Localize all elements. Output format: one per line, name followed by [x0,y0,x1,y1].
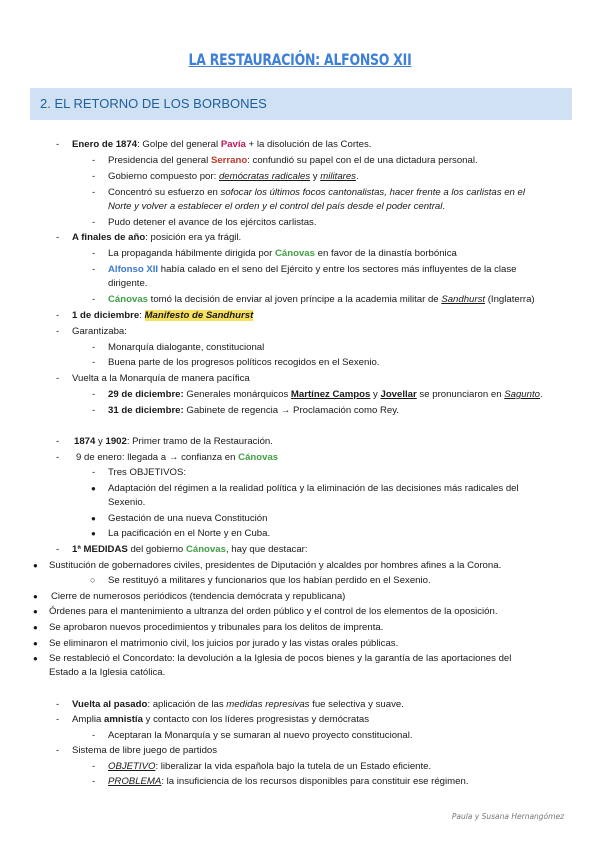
dash-marker: - [92,405,96,416]
list-item: 1ª MEDIDAS del gobierno Cánovas, hay que destacar: [72,544,308,555]
list-item: Sistema de libre juego de partidos [72,745,218,756]
list-item: Amplia amnistía y contacto con los líderes progresistas y demócratas [72,714,370,725]
bullet-marker: ● [33,654,38,663]
list-item-continuation: Estado a la Iglesia católica. [49,667,166,678]
list-item: Monarquía dialogante, constitucional [108,342,265,353]
list-item: 9 de enero: llegada a → confianza en Cánovas [76,452,279,463]
dash-marker: - [56,139,60,150]
dash-marker: - [92,217,96,228]
dash-marker: - [56,452,60,463]
list-item: Sustitución de gobernadores civiles, presidentes de Diputación y alcaldes por hombres afines a la Corona. [49,560,502,571]
circle-marker: ○ [90,575,96,585]
list-item: 1 de diciembre: Manifesto de Sandhurst [72,310,254,321]
dash-marker: - [56,326,60,337]
bullet-marker: ● [33,639,38,648]
list-item: Garantizaba: [72,326,127,337]
section-heading-bar [30,88,572,120]
list-item: Adaptación del régimen a la realidad política y la eliminación de las decisiones más radicales del [108,483,519,494]
bullet-marker: ● [33,592,38,601]
list-item: Buena parte de los progresos políticos recogidos en el Sexenio. [108,357,380,368]
list-item: Gestación de una nueva Constitución [108,513,268,524]
list-item-continuation: Sexenio. [108,497,146,508]
dash-marker: - [92,248,96,259]
list-item: Presidencia del general Serrano: confundió su papel con el de una dictadura personal. [108,155,478,166]
list-item: Pudo detener el avance de los ejércitos carlistas. [108,217,317,228]
dash-marker: - [56,310,60,321]
dash-marker: - [56,544,60,555]
dash-marker: - [56,373,60,384]
footer-author: Paula y Susana Hernangómez [451,812,564,821]
list-item: 31 de diciembre: Gabinete de regencia → Proclamación como Rey. [108,405,399,416]
list-item: Alfonso XII había calado en el seno del Ejército y entre los sectores más influyentes de la clase [108,264,517,275]
dash-marker: - [56,232,60,243]
list-item: Se restableció el Concordato: la devolución a la Iglesia de pocos bienes y la garantía de las aportaciones del [49,653,512,664]
dash-marker: - [56,745,60,756]
list-item: Vuelta a la Monarquía de manera pacífica [72,373,250,384]
dash-marker: - [92,264,96,275]
list-item: La propaganda hábilmente dirigida por Cánovas en favor de la dinastía borbónica [108,248,457,259]
bullet-marker: ● [33,561,38,570]
bullet-marker: ● [91,484,96,493]
list-item: Cierre de numerosos periódicos (tendencia demócrata y republicana) [51,591,346,602]
list-item: 29 de diciembre: Generales monárquicos Martínez Campos y Jovellar se pronunciaron en Sagunto. [108,389,543,400]
dash-marker: - [92,171,96,182]
list-item: Se aprobaron nuevos procedimientos y tribunales para los delitos de imprenta. [49,622,384,633]
list-item: Se eliminaron el matrimonio civil, los juicios por jurado y las vistas orales públicas. [49,638,399,649]
dash-marker: - [92,761,96,772]
section-heading: 2. EL RETORNO DE LOS BORBONES [40,96,267,111]
dash-marker: - [92,187,96,198]
list-item: Órdenes para el mantenimiento a ultranza del orden público y el control de los elementos de la oposición. [49,606,498,617]
dash-marker: - [92,389,96,400]
list-item: Gobierno compuesto por: demócratas radicales y militares. [108,171,359,182]
bullet-marker: ● [33,623,38,632]
list-item: PROBLEMA: la insuficiencia de los recursos disponibles para constituir ese régimen. [108,776,469,787]
dash-marker: - [92,467,96,478]
dash-marker: - [56,699,60,710]
bullet-marker: ● [91,529,96,538]
dash-marker: - [56,714,60,725]
list-item-continuation: dirigente. [108,278,148,289]
list-item: Tres OBJETIVOS: [108,467,187,478]
dash-marker: - [56,436,60,447]
dash-marker: - [92,357,96,368]
list-item: Vuelta al pasado: aplicación de las medidas represivas fue selectiva y suave. [72,699,404,710]
dash-marker: - [92,730,96,741]
bullet-marker: ● [33,607,38,616]
document-title: LA RESTAURACIÓN: ALFONSO XII [188,50,412,69]
list-item: 1874 y 1902: Primer tramo de la Restauración. [74,436,273,447]
list-item: OBJETIVO: liberalizar la vida española bajo la tutela de un Estado eficiente. [108,761,432,772]
list-item: A finales de año: posición era ya frágil. [72,232,242,243]
list-item-continuation: Norte y volver a establecer el orden y el control del país desde el poder central. [108,201,446,212]
dash-marker: - [92,342,96,353]
dash-marker: - [92,155,96,166]
list-item: Enero de 1874: Golpe del general Pavía + la disolución de las Cortes. [72,139,372,150]
list-item: Se restituyó a militares y funcionarios que los habían perdido en el Sexenio. [108,575,431,586]
bullet-marker: ● [91,514,96,523]
list-item: Cánovas tomó la decisión de enviar al joven príncipe a la academia militar de Sandhurst (Inglaterra) [108,294,535,305]
dash-marker: - [92,776,96,787]
list-item: Concentró su esfuerzo en sofocar los últimos focos cantonalistas, hacer frente a los carlistas en el [108,187,526,198]
list-item: La pacificación en el Norte y en Cuba. [108,528,271,539]
dash-marker: - [92,294,96,305]
list-item: Aceptaran la Monarquía y se sumaran al nuevo proyecto constitucional. [108,730,413,741]
